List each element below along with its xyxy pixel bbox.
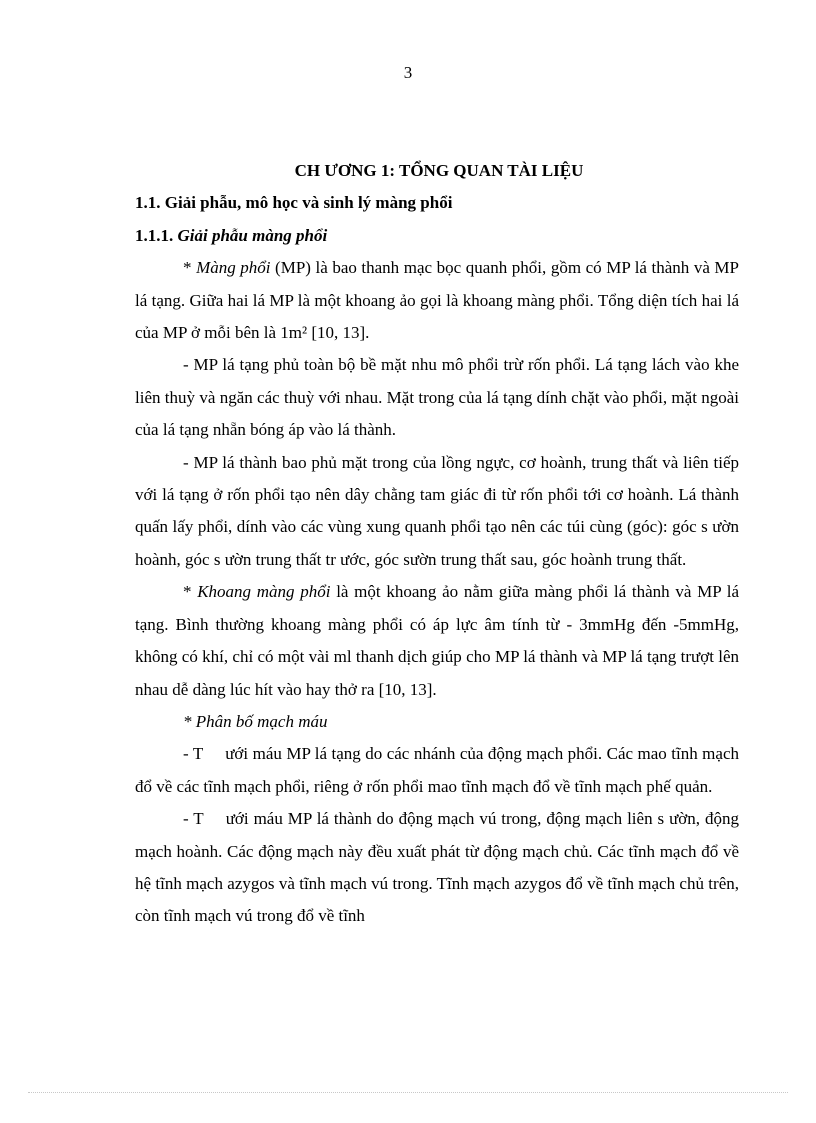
paragraph-text: (MP) là bao thanh mạc bọc quanh phổi, gồm có MP lá thành và MP lá tạng. Giữa hai lá MP là một khoang ảo gọi là khoang màng phổi. Tổng diện tích hai lá của MP ở mỗi bên là 1m² [10, 13].	[135, 258, 739, 343]
paragraph-visceral-blood-supply	[135, 738, 739, 803]
paragraph-pleural-cavity	[135, 576, 739, 706]
term-mang-phoi: Màng phổi	[196, 258, 271, 278]
paragraph-text-rest: ưới máu MP lá tạng do các nhánh của động mạch phổi. Các mao tĩnh mạch đổ về các tĩnh mạch phổi, riêng ở rốn phổi mao tĩnh mạch đổ về tĩnh mạch phế quản.	[135, 744, 739, 796]
subsection-heading	[135, 220, 739, 252]
vascular-heading-text: * Phân bố mạch máu	[183, 711, 328, 731]
document-body	[135, 155, 739, 933]
paragraph-text-start: - T	[183, 809, 204, 829]
chapter-title: CH ƯƠNG 1: TỔNG QUAN TÀI LIỆU	[294, 161, 584, 180]
footer-divider	[28, 1092, 788, 1093]
paragraph-prefix: *	[183, 582, 198, 602]
paragraph-vascular-heading	[135, 706, 739, 738]
paragraph-text-start: - T	[183, 744, 204, 764]
paragraph-pleura-definition	[135, 252, 739, 349]
paragraph-parietal-blood-supply	[135, 803, 739, 933]
page-number: 3	[403, 63, 413, 82]
subsection-title: Giải phẫu màng phổi	[177, 225, 328, 245]
paragraph-parietal-pleura: - MP lá thành bao phủ mặt trong của lồng ngực, cơ hoành, trung thất và liên tiếp với lá tạng ở rốn phổi tạo nên dây chằng tam giác đi từ rốn phổi tới cơ hoành. Lá thành quấn lấy phổi, dính vào các vùng xung quanh phổi tạo nên các túi cùng (góc): góc s ườn hoành, góc s ườn trung thất tr ước, góc sườn trung thất sau, góc hoành trung thất.	[135, 452, 739, 569]
section-heading	[135, 187, 739, 219]
subsection-number: 1.1.1.	[135, 225, 174, 245]
paragraph-visceral-pleura: - MP lá tạng phủ toàn bộ bề mặt nhu mô phổi trừ rốn phổi. Lá tạng lách vào khe liên thuỳ và ngăn các thuỳ với nhau. Mặt trong của lá tạng dính chặt vào phổi, mặt ngoài của lá tạng nhẵn bóng áp vào lá thành.	[135, 355, 739, 440]
paragraph-text-rest: ưới máu MP lá thành do động mạch vú trong, động mạch liên s ườn, động mạch hoành. Các động mạch này đều xuất phát từ động mạch chủ. Các tĩnh mạch đổ về hệ tĩnh mạch azygos và tĩnh mạch vú trong. Tĩnh mạch azygos đổ về tĩnh mạch chủ trên, còn tĩnh mạch vú trong đổ về tĩnh	[135, 809, 739, 926]
term-khoang-mang-phoi: Khoang màng phổi	[197, 582, 331, 602]
paragraph-text: là một khoang ảo nằm giữa màng phổi lá thành và MP lá tạng. Bình thường khoang màng phổi có áp lực âm tính từ - 3mmHg đến -5mmHg, không có khí, chỉ có một vài ml thanh dịch giúp cho MP lá thành và MP lá tạng trượt lên nhau dễ dàng lúc hít vào hay thở ra [10, 13].	[135, 582, 740, 699]
paragraph-prefix: *	[183, 258, 197, 278]
section-title: Giải phẫu, mô học và sinh lý màng phổi	[164, 193, 453, 213]
section-number: 1.1.	[135, 193, 161, 213]
